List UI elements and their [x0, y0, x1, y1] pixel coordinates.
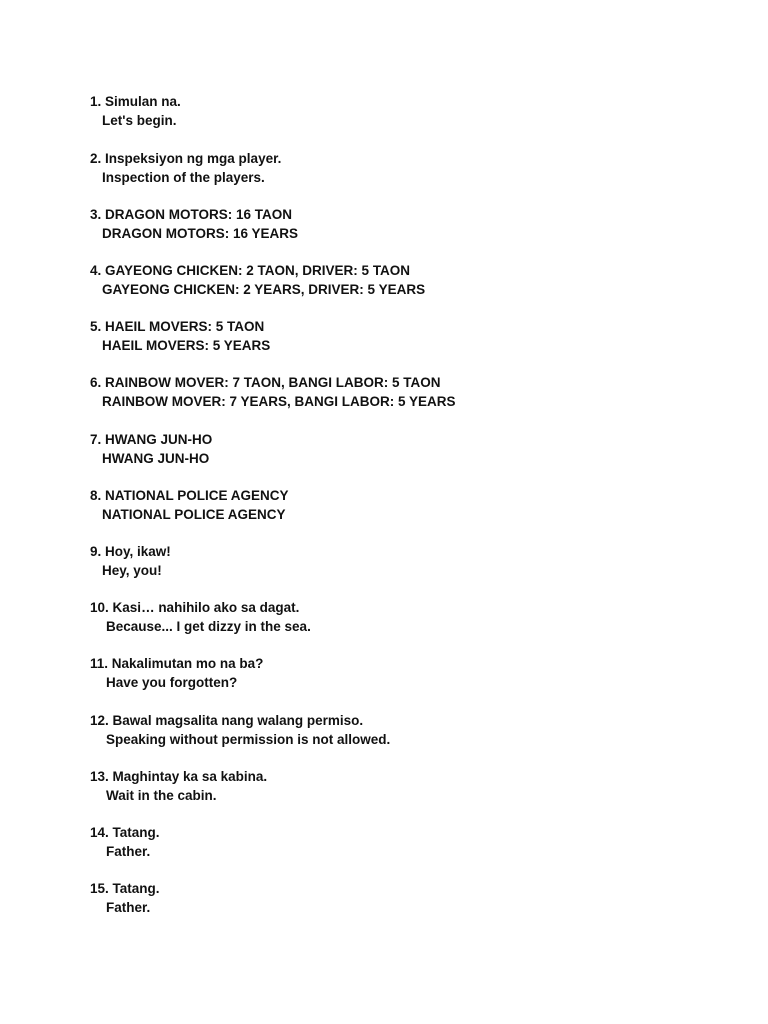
entry-13 — [90, 767, 730, 805]
entry-2 — [90, 149, 730, 187]
translation-line: Father. — [106, 900, 151, 915]
translation-line: Inspection of the players. — [102, 170, 265, 185]
entry-8 — [90, 486, 730, 524]
original-line: 7. HWANG JUN-HO — [90, 432, 213, 447]
entry-6 — [90, 373, 730, 411]
original-line: 13. Maghintay ka sa kabina. — [90, 769, 268, 784]
original-line: 4. GAYEONG CHICKEN: 2 TAON, DRIVER: 5 TAON — [90, 263, 411, 278]
translation-line: Have you forgotten? — [106, 675, 238, 690]
original-line: 2. Inspeksiyon ng mga player. — [90, 151, 282, 166]
translation-line: HWANG JUN-HO — [102, 451, 210, 466]
entry-15 — [90, 879, 730, 917]
entry-5 — [90, 317, 730, 355]
original-line: 12. Bawal magsalita nang walang permiso. — [90, 713, 364, 728]
translation-line: DRAGON MOTORS: 16 YEARS — [102, 226, 299, 241]
original-line: 1. Simulan na. — [90, 94, 181, 109]
entry-7 — [90, 430, 730, 468]
original-line: 15. Tatang. — [90, 881, 160, 896]
original-line: 8. NATIONAL POLICE AGENCY — [90, 488, 289, 503]
entry-12 — [90, 711, 730, 749]
translation-line: Let's begin. — [102, 113, 177, 128]
entry-10 — [90, 598, 730, 636]
entry-4 — [90, 261, 730, 299]
entry-11 — [90, 654, 730, 692]
entry-3 — [90, 205, 730, 243]
translation-line: Speaking without permission is not allowed. — [106, 732, 391, 747]
original-line: 10. Kasi… nahihilo ako sa dagat. — [90, 600, 300, 615]
original-line: 3. DRAGON MOTORS: 16 TAON — [90, 207, 293, 222]
original-line: 9. Hoy, ikaw! — [90, 544, 171, 559]
translation-line: RAINBOW MOVER: 7 YEARS, BANGI LABOR: 5 YEARS — [102, 394, 456, 409]
original-line: 11. Nakalimutan mo na ba? — [90, 656, 264, 671]
translation-line: Because... I get dizzy in the sea. — [106, 619, 311, 634]
original-line: 14. Tatang. — [90, 825, 160, 840]
translation-line: GAYEONG CHICKEN: 2 YEARS, DRIVER: 5 YEARS — [102, 282, 426, 297]
entry-9 — [90, 542, 730, 580]
translation-line: Hey, you! — [102, 563, 162, 578]
translation-line: HAEIL MOVERS: 5 YEARS — [102, 338, 271, 353]
entry-14 — [90, 823, 730, 861]
original-line: 5. HAEIL MOVERS: 5 TAON — [90, 319, 265, 334]
original-line: 6. RAINBOW MOVER: 7 TAON, BANGI LABOR: 5 TAON — [90, 375, 441, 390]
translation-line: Wait in the cabin. — [106, 788, 217, 803]
entry-1 — [90, 92, 730, 130]
translation-line: NATIONAL POLICE AGENCY — [102, 507, 286, 522]
translation-line: Father. — [106, 844, 151, 859]
